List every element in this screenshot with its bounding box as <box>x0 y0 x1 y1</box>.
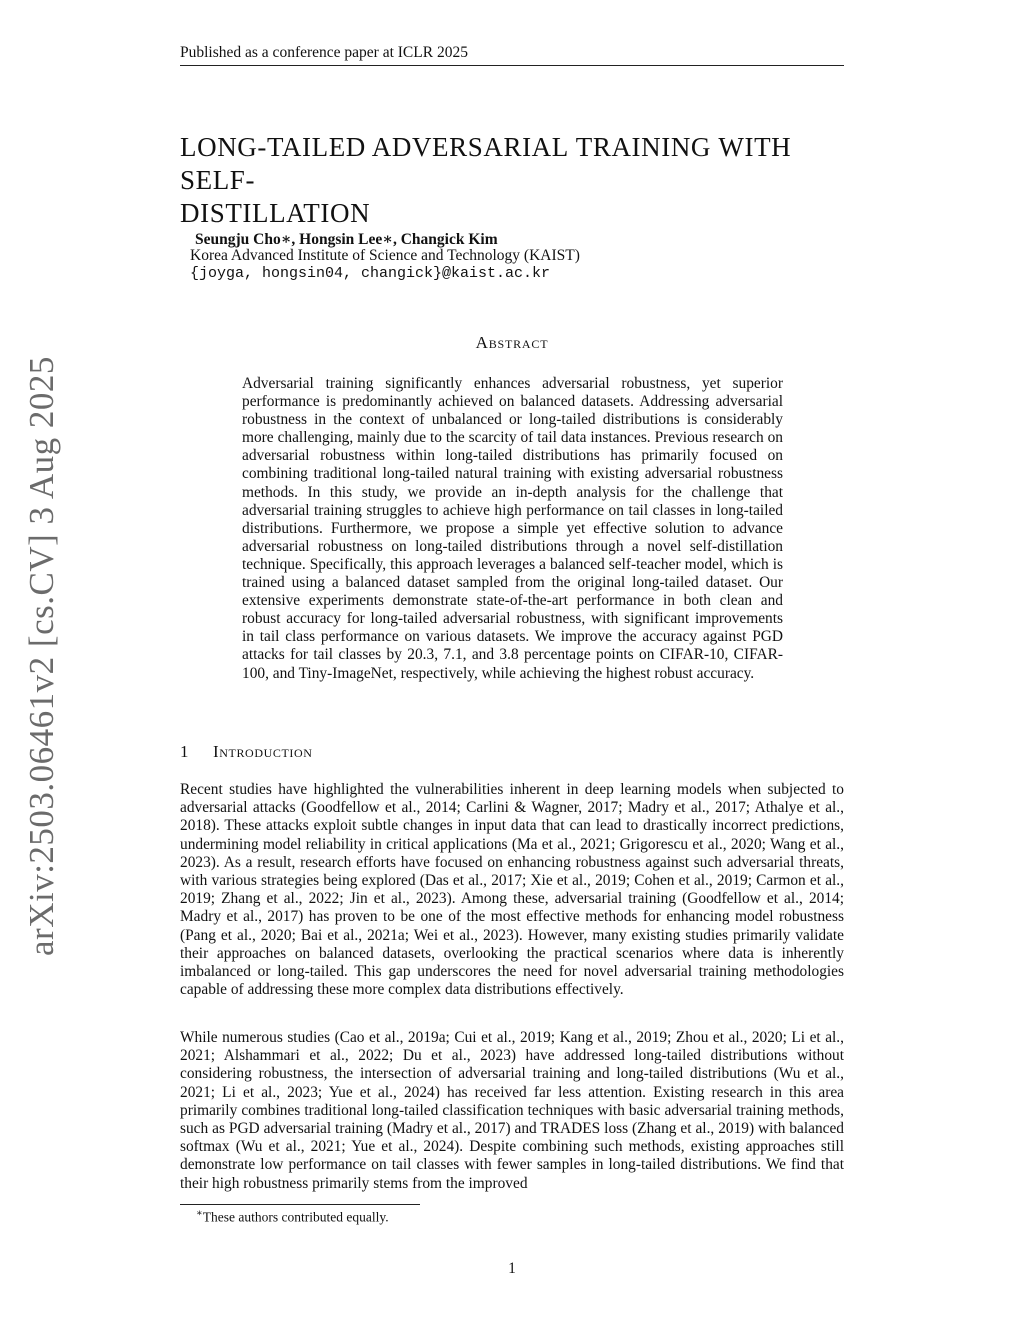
title-part: WITH <box>718 132 792 162</box>
title-part: - <box>257 132 267 162</box>
header-rule <box>180 65 844 66</box>
intro-paragraph-2: While numerous studies (Cao et al., 2019a; Cui et al., 2019; Kang et al., 2019; Zhou et al., 2020; Li et al., 2021; Alshammari et al., 2022; Du et al., 2023) have addressed long-tailed distributions without considering robustness, the intersection of adversarial training and long-tailed distributions (Wu et al., 2021; Li et al., 2023; Yue et al., 2024) has received far less attention. Existing research in this area primarily combines traditional long-tailed classification techniques with basic adversarial training methods, such as PGD adversarial training (Madry et al., 2017) and TRADES loss (Zhang et al., 2019) with balanced softmax (Wu et al., 2021; Yue et al., 2024). Despite combining such methods, existing approaches still demonstrate low performance on tail classes with fewer samples in long-tailed distributions. We find that their high robustness primarily stems from the improved <box>180 1029 844 1192</box>
author-names: Seungju Cho∗, Hongsin Lee∗, Changick Kim <box>195 231 498 248</box>
title-part: T <box>568 132 593 162</box>
paper-title <box>180 131 860 230</box>
abstract-text: Adversarial training significantly enhances adversarial robustness, yet superior performance is predominantly achieved on balanced datasets. Addressing adversarial robustness in the context of unbalanced or long-tailed distributions is considerably more challenging, mainly due to the scarcity of tail data instances. Previous research on adversarial robustness within long-tailed distributions has primarily focused on combining traditional long-tailed natural training with existing adversarial robustness methods. In this study, we provide an in-depth analysis for the challenge that adversarial training struggles to achieve high performance on tail classes in long-tailed distributions. Furthermore, we propose a simple yet effective solution to advance adversarial robustness on long-tailed distributions through a novel self-distillation technique. Specifically, this approach leverages a balanced self-teacher model, which is trained using a balanced dataset sampled from the original long-tailed dataset. Our extensive experiments demonstrate state-of-the-art performance in both clean and robust accuracy for long-tailed adversarial robustness, with significant improvements in tail class performance on various datasets. We improve the accuracy against PGD attacks for tail classes by 20.3, 7.1, and 3.8 percentage points on CIFAR-10, CIFAR-100, and Tiny-ImageNet, respectively, while achieving the highest robust accuracy. <box>242 375 783 682</box>
abstract-heading: Abstract <box>475 333 549 352</box>
title-part: ELF <box>195 165 246 195</box>
title-part: RAINING <box>592 132 712 162</box>
author-affiliation: Korea Advanced Institute of Science and Technology (KAIST) <box>190 247 580 264</box>
section-number: 1 <box>180 742 190 761</box>
title-part: - <box>245 165 256 195</box>
title-part: D <box>180 198 201 228</box>
title-part: A <box>365 132 392 162</box>
author-emails: {joyga, hongsin04, changick}@kaist.ac.kr <box>190 265 551 282</box>
title-part: DVERSARIAL <box>391 132 569 162</box>
arxiv-stamp: arXiv:2503.06461v2 [cs.CV] 3 Aug 2025 <box>22 356 61 956</box>
section-title: Introduction <box>213 742 313 761</box>
footnote-rule <box>180 1204 420 1205</box>
page-number: 1 <box>508 1260 516 1277</box>
footnote-marker: ∗ <box>196 1208 203 1219</box>
title-part: ISTILLATION <box>200 198 371 228</box>
title-part: S <box>180 165 196 195</box>
footnote-text: These authors contributed equally. <box>202 1209 389 1225</box>
title-part: ONG <box>197 132 258 162</box>
intro-paragraph-1: Recent studies have highlighted the vulnerabilities inherent in deep learning models when subjected to adversarial attacks (Goodfellow et al., 2014; Carlini & Wagner, 2017; Madry et al., 2017; Athalye et al., 2018). These attacks exploit subtle changes in input data that can lead to drastically incorrect predictions, undermining model reliability in critical applications (Ma et al., 2021; Grigorescu et al., 2020; Wang et al., 2023). As a result, research efforts have focused on enhancing robustness against such adversarial threats, with various strategies being explored (Das et al., 2017; Xie et al., 2019; Cohen et al., 2019; Carmon et al., 2019; Zhang et al., 2022; Jin et al., 2023). Among these, adversarial training (Goodfellow et al., 2014; Madry et al., 2017) has proven to be one of the most effective methods for enhancing model robustness (Pang et al., 2020; Bai et al., 2021a; Wei et al., 2023). However, many existing studies primarily validate their approaches on balanced datasets, overlooking the practical scenarios where data is inherently imbalanced or long-tailed. This gap underscores the need for novel adversarial training methodologies capable of addressing these more complex data distributions effectively. <box>180 781 844 999</box>
title-part: L <box>180 132 198 162</box>
footnote <box>196 1208 389 1226</box>
section-heading-introduction <box>180 742 313 762</box>
running-header: Published as a conference paper at ICLR 2025 <box>180 44 468 61</box>
title-part: TAILED <box>266 132 366 162</box>
